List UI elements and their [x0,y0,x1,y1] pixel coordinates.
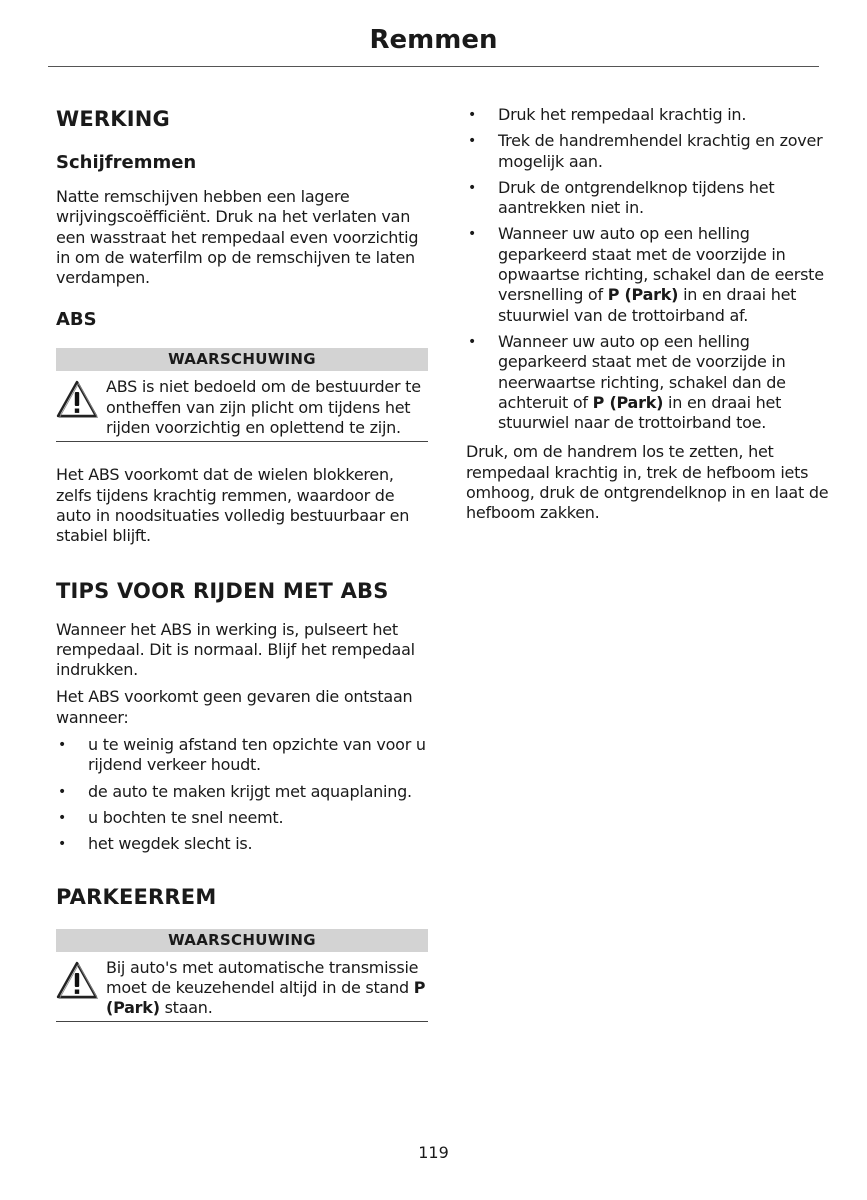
right-column [466,105,840,524]
warning-label: WAARSCHUWING [56,348,428,371]
list-item: • u bochten te snel neemt. [58,807,284,827]
subheading-schijfremmen: Schijfremmen [56,152,197,173]
list-item: • Druk de ontgrendelknop tijdens het aantrekken niet in. [468,177,775,218]
warning-text-parkeerrem: Bij auto's met automatische transmissie moet de keuzehendel altijd in de stand P (Park) staan. [106,957,426,1018]
tips-bullet-list [56,735,428,854]
list-item: • de auto te maken krijgt met aquaplaning. [58,781,412,801]
warning-triangle-icon [56,960,98,1000]
warning-body [56,371,428,442]
page-title: Remmen [48,22,819,67]
section-heading-parkeerrem: PARKEERREM [56,884,217,909]
warning-triangle-icon [56,379,98,419]
section-heading-tips: TIPS VOOR RIJDEN MET ABS [56,578,389,603]
paragraph-tips-2: Het ABS voorkomt geen gevaren die ontstaan wanneer: [56,687,413,727]
warning-box-abs [56,348,428,442]
warning-text-abs: ABS is niet bedoeld om de bestuurder te ontheffen van zijn plicht om tijdens het rijden voorzichtig en oplettend te zijn. [106,377,421,438]
paragraph-tips-1: Wanneer het ABS in werking is, pulseert het rempedaal. Dit is normaal. Blijf het rempedaal indrukken. [56,619,415,680]
list-item: • Wanneer uw auto op een helling geparkeerd staat met de voorzijde in opwaartse richting, schakel dan de eerste versnelling of P (Park) in en draai het stuurwiel van de trottoirband af. [468,224,824,325]
warning-box-parkeerrem [56,929,428,1023]
warning-body [56,952,428,1023]
left-column [56,100,428,1022]
paragraph-handrem-los: Druk, om de handrem los te zetten, het rempedaal krachtig in, trek de hefboom iets omhoog, druk de ontgrendelknop in en laat de hefboom zakken. [466,442,829,523]
list-item: • Trek de handremhendel krachtig en zover mogelijk aan. [468,131,823,171]
section-heading-werking: WERKING [56,107,170,131]
handrem-bullet-list [466,105,840,433]
list-item: • het wegdek slecht is. [58,834,253,854]
paragraph-abs: Het ABS voorkomt dat de wielen blokkeren, zelfs tijdens krachtig remmen, waardoor de auto in noodsituaties volledig bestuurbaar en stabiel blijft. [56,465,410,546]
list-item: • Wanneer uw auto op een helling geparkeerd staat met de voorzijde in neerwaartse richting, schakel dan de achteruit of P (Park) in en draai het stuurwiel naar de trottoirband toe. [468,331,786,433]
paragraph-schijfremmen: Natte remschijven hebben een lagere wrijvingscoëfficiënt. Druk na het verlaten van een wasstraat het rempedaal even voorzichtig in om de waterfilm op de remschijven te laten verdampen. [56,187,419,288]
section-heading-abs: ABS [56,309,97,331]
list-item: • Druk het rempedaal krachtig in. [468,105,747,124]
list-item: • u te weinig afstand ten opzichte van voor u rijdend verkeer houdt. [58,735,426,775]
page-number: 119 [418,1143,449,1162]
warning-label: WAARSCHUWING [56,929,428,952]
